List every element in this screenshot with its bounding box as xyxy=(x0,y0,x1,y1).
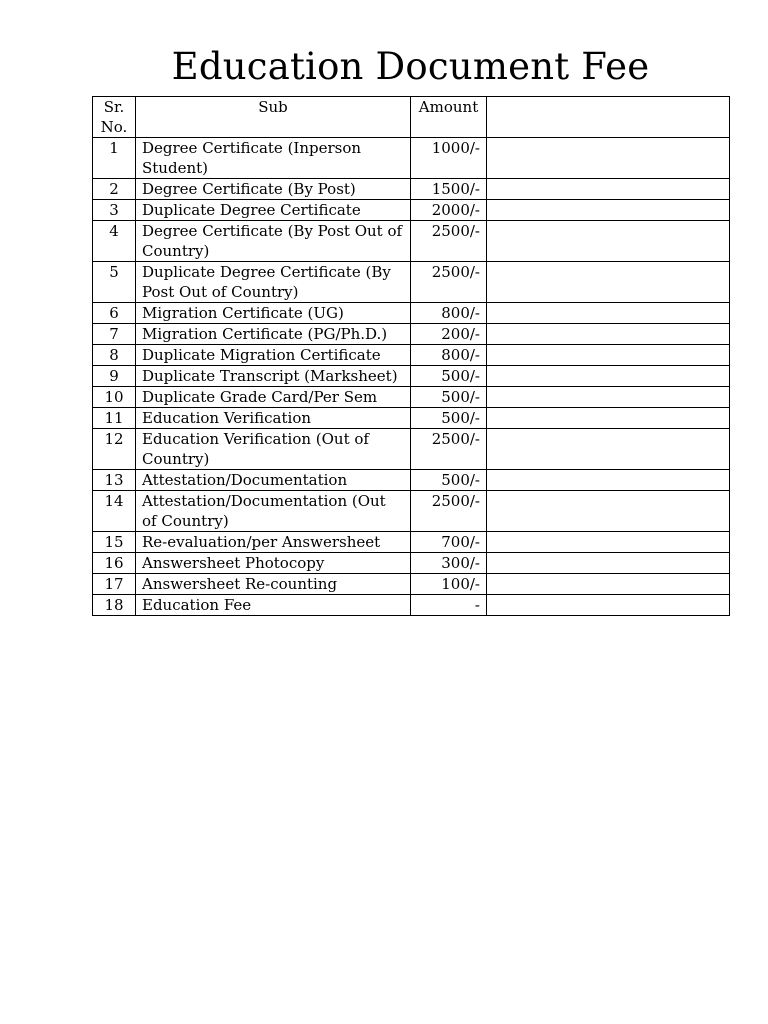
row-sub: Attestation/Documentation xyxy=(136,470,411,491)
fee-table xyxy=(92,96,730,616)
row-sub: Duplicate Migration Certificate xyxy=(136,345,411,366)
row-sub: Attestation/Documentation (Out of Country) xyxy=(136,491,411,532)
table-row xyxy=(93,408,730,429)
row-sr-no: 3 xyxy=(93,200,136,221)
table-header-row xyxy=(93,97,730,138)
row-amount: 800/- xyxy=(411,303,487,324)
row-sr-no: 16 xyxy=(93,553,136,574)
table-row xyxy=(93,429,730,470)
row-sr-no: 10 xyxy=(93,387,136,408)
row-sr-no: 5 xyxy=(93,262,136,303)
row-blank xyxy=(487,408,730,429)
row-sub: Migration Certificate (PG/Ph.D.) xyxy=(136,324,411,345)
row-amount: 500/- xyxy=(411,408,487,429)
table-row xyxy=(93,303,730,324)
row-sr-no: 12 xyxy=(93,429,136,470)
row-amount: 1500/- xyxy=(411,179,487,200)
header-sr-no: Sr. No. xyxy=(93,97,136,138)
row-blank xyxy=(487,366,730,387)
row-sr-no: 14 xyxy=(93,491,136,532)
row-sr-no: 4 xyxy=(93,221,136,262)
header-sub: Sub xyxy=(136,97,411,138)
row-amount: 2500/- xyxy=(411,221,487,262)
row-sr-no: 1 xyxy=(93,138,136,179)
row-sr-no: 8 xyxy=(93,345,136,366)
table-row xyxy=(93,262,730,303)
row-amount: 500/- xyxy=(411,470,487,491)
row-blank xyxy=(487,324,730,345)
table-row xyxy=(93,179,730,200)
header-extra xyxy=(487,97,730,138)
document-title: Education Document Fee xyxy=(171,45,650,88)
table-row xyxy=(93,532,730,553)
table-row xyxy=(93,200,730,221)
row-amount: 500/- xyxy=(411,366,487,387)
header-amount: Amount xyxy=(411,97,487,138)
row-sr-no: 11 xyxy=(93,408,136,429)
row-sub: Answersheet Re-counting xyxy=(136,574,411,595)
table-row xyxy=(93,324,730,345)
row-sr-no: 6 xyxy=(93,303,136,324)
row-blank xyxy=(487,387,730,408)
row-sr-no: 9 xyxy=(93,366,136,387)
row-amount: 2500/- xyxy=(411,262,487,303)
row-amount: - xyxy=(411,595,487,616)
row-blank xyxy=(487,303,730,324)
row-amount: 700/- xyxy=(411,532,487,553)
row-blank xyxy=(487,138,730,179)
table-row xyxy=(93,470,730,491)
row-blank xyxy=(487,200,730,221)
table-row xyxy=(93,491,730,532)
row-sub: Education Fee xyxy=(136,595,411,616)
fee-table-body xyxy=(93,138,730,616)
table-row xyxy=(93,553,730,574)
row-sub: Degree Certificate (By Post Out of Country) xyxy=(136,221,411,262)
table-row xyxy=(93,138,730,179)
row-blank xyxy=(487,262,730,303)
row-amount: 1000/- xyxy=(411,138,487,179)
table-row xyxy=(93,387,730,408)
row-sr-no: 18 xyxy=(93,595,136,616)
row-blank xyxy=(487,553,730,574)
table-row xyxy=(93,345,730,366)
row-sr-no: 13 xyxy=(93,470,136,491)
row-sub: Degree Certificate (By Post) xyxy=(136,179,411,200)
row-sr-no: 2 xyxy=(93,179,136,200)
row-sr-no: 15 xyxy=(93,532,136,553)
row-amount: 800/- xyxy=(411,345,487,366)
row-blank xyxy=(487,491,730,532)
row-sub: Duplicate Grade Card/Per Sem xyxy=(136,387,411,408)
row-amount: 100/- xyxy=(411,574,487,595)
row-sub: Duplicate Degree Certificate (By Post Out of Country) xyxy=(136,262,411,303)
row-amount: 200/- xyxy=(411,324,487,345)
table-row xyxy=(93,366,730,387)
table-row xyxy=(93,221,730,262)
row-blank xyxy=(487,221,730,262)
row-sub: Education Verification (Out of Country) xyxy=(136,429,411,470)
row-blank xyxy=(487,532,730,553)
row-blank xyxy=(487,179,730,200)
table-row xyxy=(93,595,730,616)
row-sr-no: 17 xyxy=(93,574,136,595)
row-sub: Duplicate Degree Certificate xyxy=(136,200,411,221)
row-blank xyxy=(487,345,730,366)
row-blank xyxy=(487,574,730,595)
row-blank xyxy=(487,429,730,470)
row-sub: Duplicate Transcript (Marksheet) xyxy=(136,366,411,387)
row-amount: 500/- xyxy=(411,387,487,408)
row-blank xyxy=(487,470,730,491)
row-sub: Re-evaluation/per Answersheet xyxy=(136,532,411,553)
row-amount: 300/- xyxy=(411,553,487,574)
row-sub: Answersheet Photocopy xyxy=(136,553,411,574)
row-amount: 2500/- xyxy=(411,491,487,532)
row-sr-no: 7 xyxy=(93,324,136,345)
row-amount: 2500/- xyxy=(411,429,487,470)
table-row xyxy=(93,574,730,595)
row-amount: 2000/- xyxy=(411,200,487,221)
row-blank xyxy=(487,595,730,616)
row-sub: Migration Certificate (UG) xyxy=(136,303,411,324)
row-sub: Education Verification xyxy=(136,408,411,429)
row-sub: Degree Certificate (Inperson Student) xyxy=(136,138,411,179)
